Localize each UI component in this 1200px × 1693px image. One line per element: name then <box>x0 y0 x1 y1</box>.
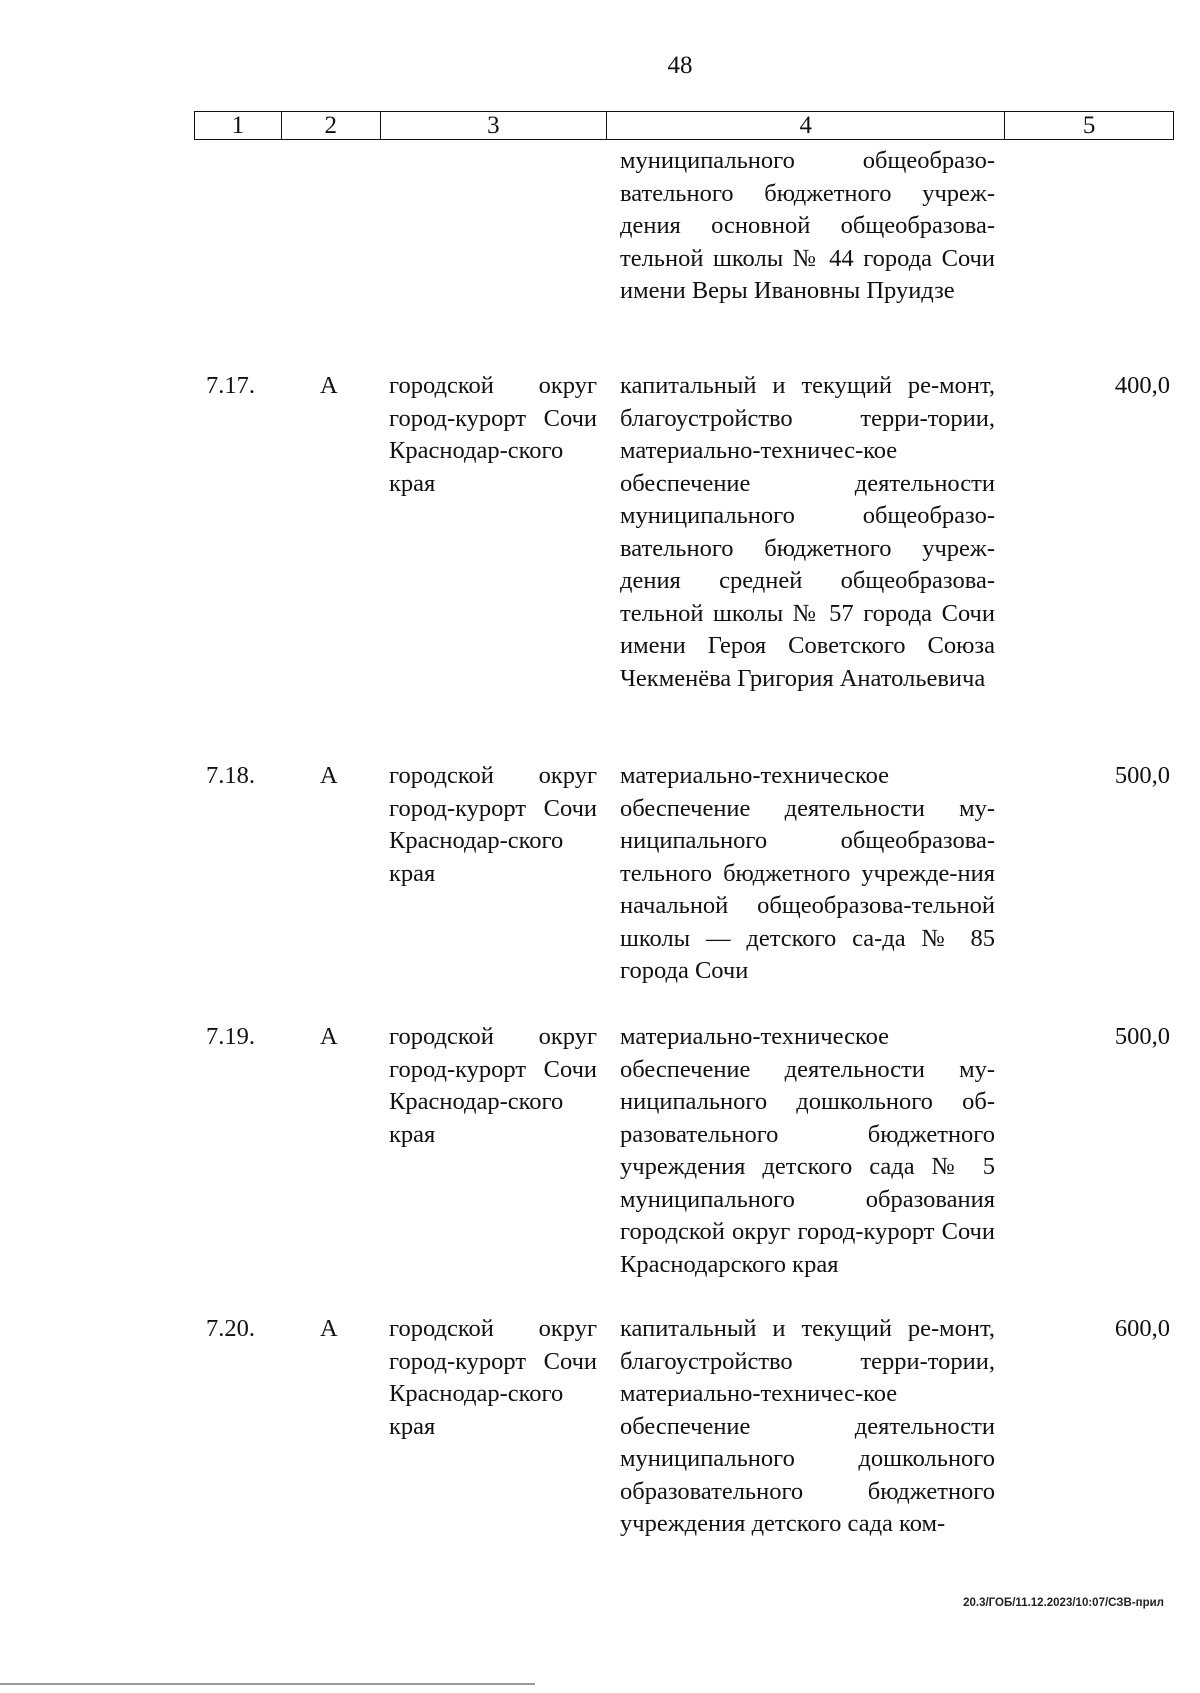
row-location: городской округ город-курорт Сочи Краснодар-ского края <box>389 1023 597 1148</box>
table-header <box>194 111 1174 140</box>
row-amount: 500,0 <box>1114 1023 1170 1050</box>
row-description: материально-техническое обеспечение деятельности му-ниципального общеобразова-тельного бюджетного учрежде-ния начальной общеобразова-тельной школы — детского са-да № 85 города Сочи <box>620 762 995 984</box>
row-amount: 400,0 <box>1114 372 1170 399</box>
header-col-2: 2 <box>282 112 381 139</box>
row-description: капитальный и текущий ре-монт, благоустройство терри-тории, материально-техничес-кое обеспечение деятельности муниципального дошкольного образовательного бюджетного учреждения детского сада ком- <box>620 1315 995 1537</box>
row-number: 7.19. <box>206 1023 255 1050</box>
document-code: 20.3/ГОБ/11.12.2023/10:07/СЗВ-прил <box>963 1597 1164 1609</box>
row-category: А <box>320 372 338 399</box>
scan-edge-divider <box>0 1683 535 1685</box>
row-description: материально-техническое обеспечение деятельности му-ниципального дошкольного об-разовательного бюджетного учреждения детского сада № 5 муниципального образования городской округ город-курорт Сочи Краснодарского края <box>620 1023 995 1278</box>
row-location: городской округ город-курорт Сочи Краснодар-ского края <box>389 372 597 497</box>
continued-description: муниципального общеобразо-вательного бюджетного учреж-дения основной общеобразова-тельной школы № 44 города Сочи имени Веры Ивановны Пруидзе <box>620 147 995 304</box>
header-col-3: 3 <box>381 112 608 139</box>
header-col-5: 5 <box>1082 112 1096 139</box>
row-amount: 600,0 <box>1114 1315 1170 1342</box>
row-category: А <box>320 1023 338 1050</box>
row-category: А <box>320 1315 338 1342</box>
row-category: А <box>320 762 338 789</box>
header-col-4: 4 <box>607 112 1005 139</box>
row-number: 7.17. <box>206 372 255 399</box>
row-location: городской округ город-курорт Сочи Краснодар-ского края <box>389 1315 597 1440</box>
row-number: 7.18. <box>206 762 255 789</box>
row-description: капитальный и текущий ре-монт, благоустройство терри-тории, материально-техничес-кое обеспечение деятельности муниципального общеобразо-вательного бюджетного учреж-дения средней общеобразова-тельной школы № 57 города Сочи имени Героя Советского Союза Чекменёва Григория Анатольевича <box>620 372 995 692</box>
row-location: городской округ город-курорт Сочи Краснодар-ского края <box>389 762 597 887</box>
row-number: 7.20. <box>206 1315 255 1342</box>
header-col-1: 1 <box>195 112 282 139</box>
page-number: 48 <box>667 52 693 79</box>
row-amount: 500,0 <box>1114 762 1170 789</box>
